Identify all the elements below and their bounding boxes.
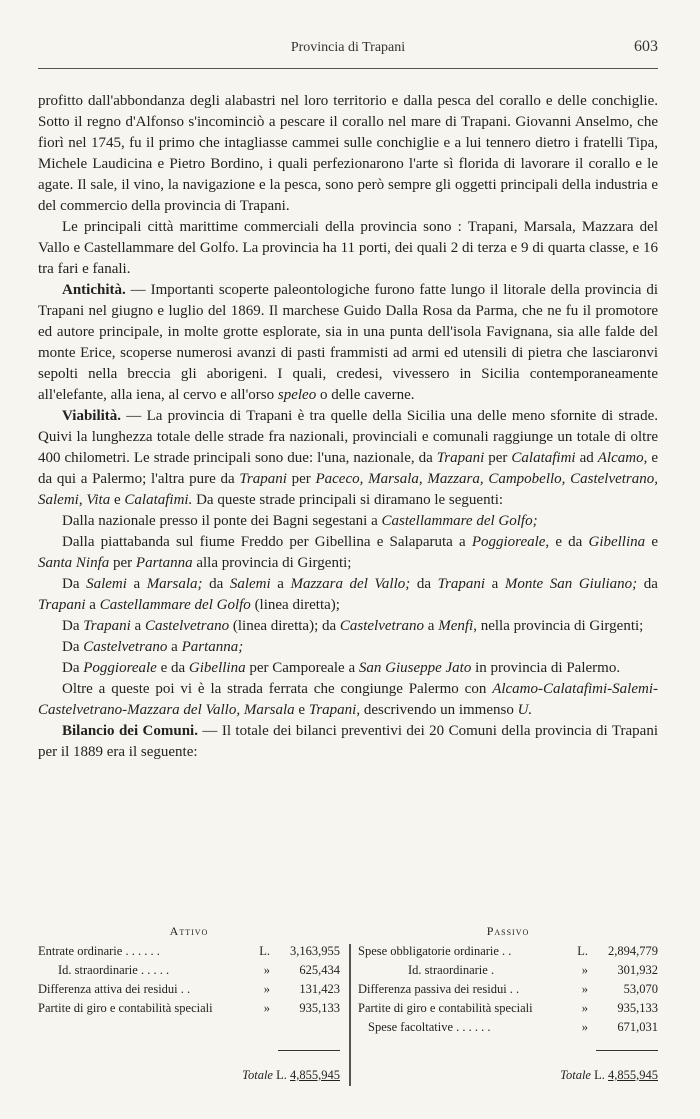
ledger-row: Differenza attiva dei residui . . » 131,423: [38, 982, 340, 996]
page-body: [38, 91, 658, 763]
section-heading-bilancio: Bilancio dei Comuni.: [62, 723, 198, 739]
running-header: [38, 40, 658, 62]
ledger-row: Differenza passiva dei residui . . » 53,070: [358, 982, 658, 996]
ledger-row: Partite di giro e contabilità speciali » 935,133: [38, 1001, 340, 1015]
road-item: Dalla nazionale presso il ponte dei Bagni segestani a Castellammare del Golfo;: [62, 513, 538, 529]
ledger-row: Partite di giro e contabilità speciali » 935,133: [358, 1001, 658, 1015]
road-item: Da Castelvetrano a Partanna;: [62, 639, 244, 655]
ledger-row: Entrate ordinarie . . . . . . L. 3,163,955: [38, 944, 340, 958]
paragraph-bilancio: Bilancio dei Comuni. — Il totale dei bilanci preventivi dei 20 Comuni della provincia di Trapani per il 1889 era il seguente:: [38, 723, 658, 760]
road-item: Da Poggioreale e da Gibellina per Camporeale a San Giuseppe Jato in provincia di Palermo.: [62, 660, 621, 676]
attivo-heading: Attivo: [169, 924, 209, 938]
ledger-row: Spese facoltative . . . . . . » 671,031: [368, 1020, 658, 1034]
section-heading-antichita: Antichità.: [62, 282, 126, 298]
road-item: Da Salemi a Marsala; da Salemi a Mazzara del Vallo; da Trapani a Monte San Giuliano; da Trapani a Castellammare del Golfo (linea diretta);: [38, 576, 658, 613]
road-item: Dalla piattabanda sul fiume Freddo per Gibellina e Salaparuta a Poggioreale, e da Gibellina e Santa Ninfa per Partanna alla provincia di Girgenti;: [38, 534, 658, 571]
page-number: 603: [634, 38, 658, 55]
paragraph-ferrovia: Oltre a queste poi vi è la strada ferrata che congiunge Palermo con Alcamo-Calatafimi-Salemi-Castelvetrano-Mazzara del Vallo, Marsala e Trapani, descrivendo un immenso U.: [38, 681, 658, 718]
ledger-row: Id. straordinarie . . . . . » 625,434: [58, 963, 340, 977]
header-rule: [38, 68, 658, 69]
paragraph-citta-marittime: Le principali città marittime commerciali della provincia sono : Trapani, Marsala, Mazzara del Vallo e Castellammare del Golfo. La provincia ha 11 porti, dei quali 2 di terza e 9 di quarta classe, e 16 tra fari e fanali.: [38, 219, 658, 277]
paragraph-viabilita: Viabilità. — La provincia di Trapani è tra quelle della Sicilia una delle meno sfornite di strade. Quivi la lunghezza totale delle strade fra nazionali, provinciali e comunali raggiunge un totale di oltre 400 chilometri. Le strade principali sono due: l'una, nazionale, da Trapani per Calatafimi ad Alcamo, e da qui a Palermo; l'altra pure da Trapani per Paceco, Marsala, Mazzara, Campobello, Castelvetrano, Salemi, Vita e Calatafimi. Da queste strade principali si diramano le seguenti:: [38, 408, 659, 508]
ledger-row: Id. straordinarie . » 301,932: [408, 963, 658, 977]
passivo-total: Totale L. 4,855,945: [358, 1050, 658, 1072]
attivo-total: Totale L. 4,855,945: [38, 1050, 340, 1072]
ledger-row: Spese obbligatorie ordinarie . . L. 2,894,779: [358, 944, 658, 958]
paragraph-corallo: profitto dall'abbondanza degli alabastri nel loro territorio e dalla pesca del corallo e delle conchiglie. Sotto il regno d'Alfonso s'incominciò a pescare il corallo nel mare di Trapani. Giovanni Anselmo, che fiorì nel 1745, fu il primo che intagliasse cammei sulle conchiglie e a lui tennero dietro i fratelli Tipa, Michele Laudicina e Pietro Bordino, i quali perfezionarono l'arte sì florida di lavorare il corallo e le agate. Il sale, il vino, la navigazione e la pesca, sono però sempre gli oggetti principali della industria e del commercio della provincia di Trapani.: [38, 93, 658, 214]
ledger-divider: [349, 944, 351, 1086]
attivo-column: [38, 922, 340, 1092]
paragraph-antichita: Antichità. — Importanti scoperte paleontologiche furono fatte lungo il litorale della provincia di Trapani nel giugno e luglio del 1869. Il marchese Guido Dalla Rosa da Parma, che ne fu il promotore ed autore principale, in molte grotte esplorate, sia in una punta dell'isola Favignana, sia alle falde del monte Erice, scoperse numerosi avanzi di pasti frammisti ad armi ed utensili di pietra che lasciaronvi sepolti nella breccia gli aborigeni. I quali, credesi, vivessero in Sicilia contemporaneamente all'elefante, alla iena, al cervo e all'orso speleo o delle caverne.: [38, 282, 658, 403]
section-heading-viabilita: Viabilità.: [62, 408, 122, 424]
running-title: Provincia di Trapani: [290, 40, 406, 55]
passivo-column: [358, 922, 658, 1092]
passivo-heading: Passivo: [486, 924, 530, 938]
road-item: Da Trapani a Castelvetrano (linea diretta); da Castelvetrano a Menfi, nella provincia di Girgenti;: [62, 618, 644, 634]
